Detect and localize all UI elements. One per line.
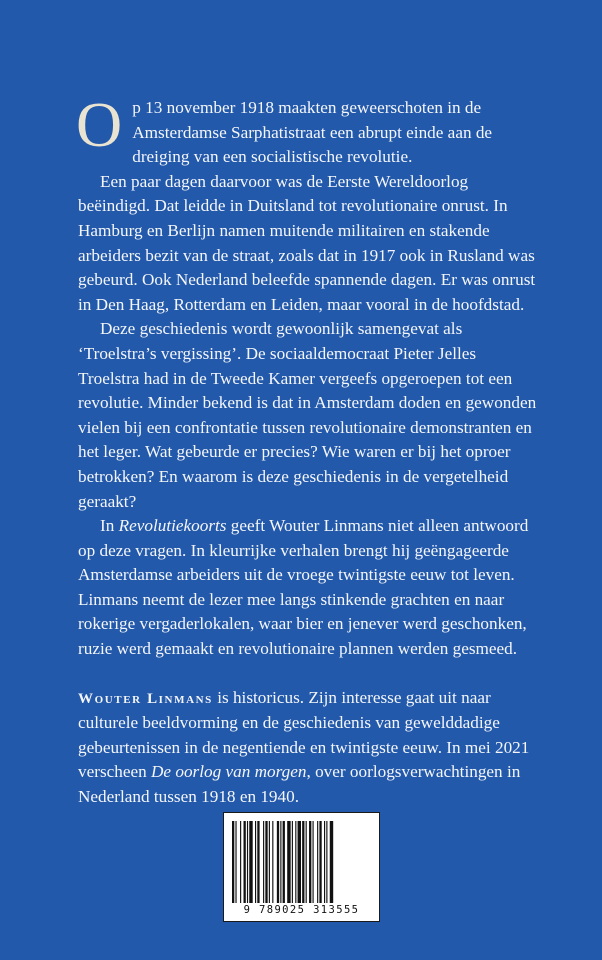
barcode-bar (326, 821, 327, 903)
barcode-bar (255, 821, 256, 903)
barcode-bar (292, 821, 293, 903)
paragraph-3: Deze geschiedenis wordt gewoonlijk samengevat als ‘Troelstra’s vergissing’. De sociaaldemocraat Pieter Jelles Troelstra had in de Tweede Kamer vergeefs opgeroepen tot een revolutie. Minder bekend is dat in Amsterdam doden en gewonden vielen bij een confrontatie tussen revolutionaire demonstranten en het leger. Wat gebeurde er precies? Wie waren er bij het oproer betrokken? En waarom is deze geschiedenis in de vergetelheid geraakt? (78, 319, 537, 511)
paragraph-4-rest: geeft Wouter Linmans niet alleen antwoord op deze vragen. In kleurrijke verhalen brengt hij geëngageerde Amsterdamse arbeiders uit de vroege twintigste eeuw tot leven. Linmans neemt de lezer mee langs stinkende grachten en naar rokerige vergaderlokalen, waar bier en jenever werd geschonken, ruzie werd gemaakt en revolutionaire plannen werden gesmeed. (78, 516, 529, 659)
barcode-bar (330, 821, 333, 903)
barcode-bar (244, 821, 246, 903)
paragraph-4 (78, 514, 538, 662)
barcode-bar (298, 821, 301, 903)
isbn-number: 9 789025 313555 (243, 904, 360, 916)
barcode-bar (317, 821, 318, 903)
barcode-bar (265, 821, 267, 903)
barcode-bars (232, 821, 371, 903)
paragraph-2: Een paar dagen daarvoor was de Eerste Wereldoorlog beëindigd. Dat leidde in Duitsland tot revolutionaire onrust. In Hamburg en Berlijn namen muitende militairen en stakende arbeiders bezit van de straat, zoals dat in 1917 ook in Rusland was gebeurd. Ook Nederland beleefde spannende dagen. Er was onrust in Den Haag, Rotterdam en Leiden, maar vooral in de hoofdstad. (78, 171, 536, 314)
barcode-bar (247, 821, 248, 903)
barcode-bar (277, 821, 279, 903)
barcode-bar (232, 821, 234, 903)
paragraph-1 (76, 89, 538, 170)
barcode-bar (319, 821, 321, 903)
author-bio (78, 686, 538, 810)
book-title-oorlog: De oorlog van morgen (151, 762, 307, 782)
barcode-bar (280, 821, 281, 903)
author-name: Wouter Linmans (78, 690, 213, 707)
drop-cap: O (76, 89, 123, 160)
barcode-bar (313, 821, 314, 903)
barcode-bar (295, 821, 296, 903)
barcode-bar (283, 821, 285, 903)
book-title-revolutiekoorts: Revolutiekoorts (118, 516, 227, 536)
barcode-bar (263, 821, 264, 903)
barcode-bar (240, 821, 241, 903)
barcode-bar (287, 821, 290, 903)
bio-text-2: , over oorlogsverwachtingen in Nederland tussen 1918 en 1940. (78, 762, 521, 807)
barcode-bar (324, 821, 325, 903)
barcode-bar (302, 821, 304, 903)
blurb-text (76, 89, 538, 810)
bio-text-1: is historicus. Zijn interesse gaat uit naar culturele beeldvorming en de geschiedenis van gewelddadige gebeurtenissen in de negentiende en twintigste eeuw. In mei 2021 verscheen (78, 687, 530, 782)
barcode-bar (306, 821, 307, 903)
isbn-barcode (223, 812, 380, 922)
barcode-bar (269, 821, 270, 903)
barcode-bar (249, 821, 252, 903)
paragraph-1-text: p 13 november 1918 maakten geweerschoten in de Amsterdamse Sarphatistraat een abrupt einde aan de dreiging van een socialistische revolutie. (132, 98, 493, 167)
barcode-bar (272, 821, 273, 903)
barcode-bar (235, 821, 236, 903)
paragraph-4-lead: In (100, 516, 119, 536)
barcode-bar (309, 821, 311, 903)
barcode-bar (257, 821, 259, 903)
